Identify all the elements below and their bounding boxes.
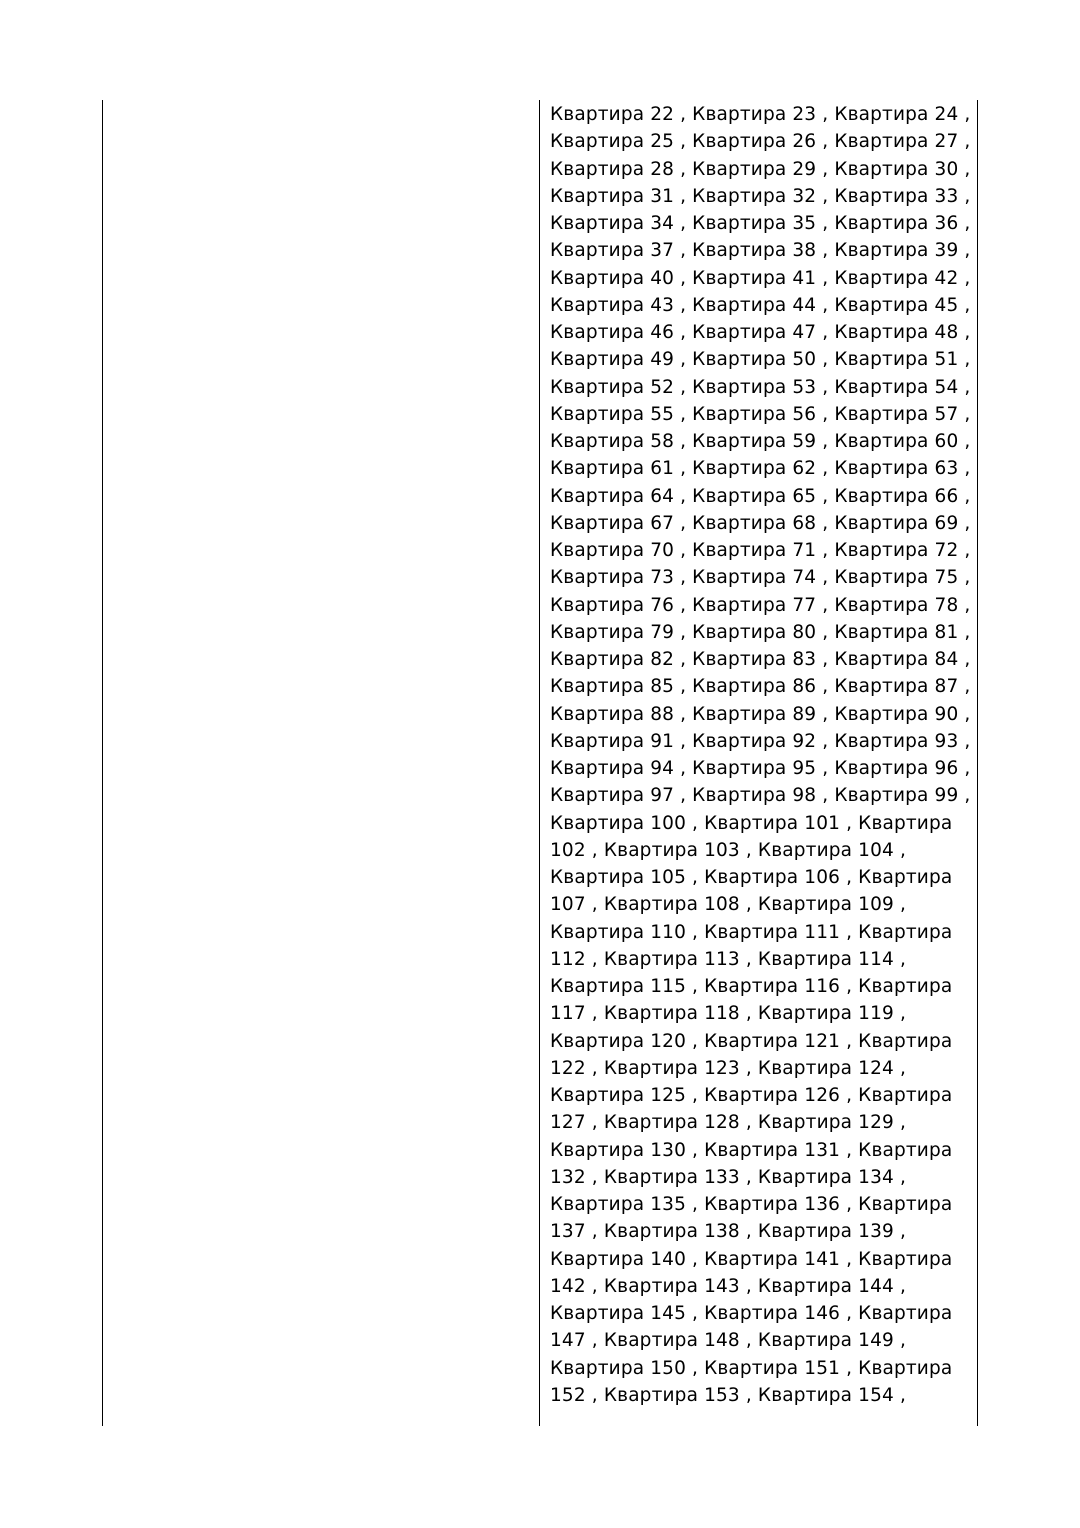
apartment-list-line: 137 , Квартира 138 , Квартира 139 ,: [550, 1221, 906, 1243]
apartment-list-line: Квартира 58 , Квартира 59 , Квартира 60 ,: [550, 431, 971, 452]
apartment-list-line: Квартира 37 , Квартира 38 , Квартира 39 ,: [550, 240, 971, 262]
apartment-list-line: Квартира 145 , Квартира 146 , Квартира: [550, 1303, 953, 1324]
apartment-list-line: Квартира 100 , Квартира 101 , Квартира: [550, 812, 953, 834]
apartment-list-line: Квартира 135 , Квартира 136 , Квартира: [550, 1194, 953, 1215]
apartment-list-line: Квартира 91 , Квартира 92 , Квартира 93 ,: [550, 730, 971, 752]
apartment-list-line: 152 , Квартира 153 , Квартира 154 ,: [550, 1384, 906, 1406]
apartment-list-line: Квартира 61 , Квартира 62 , Квартира 63 ,: [550, 458, 971, 480]
apartment-list-line: Квартира 88 , Квартира 89 , Квартира 90 ,: [550, 703, 971, 725]
apartment-list-line: Квартира 140 , Квартира 141 , Квартира: [550, 1248, 953, 1270]
apartment-list-line: Квартира 46 , Квартира 47 , Квартира 48 ,: [550, 322, 971, 343]
apartment-list-line: Квартира 64 , Квартира 65 , Квартира 66 ,: [550, 485, 971, 507]
apartment-list-line: 102 , Квартира 103 , Квартира 104 ,: [550, 839, 906, 861]
apartment-list-line: Квартира 110 , Квартира 111 , Квартира: [550, 921, 953, 943]
apartment-list-line: Квартира 120 , Квартира 121 , Квартира: [550, 1030, 953, 1052]
apartment-list-line: Квартира 70 , Квартира 71 , Квартира 72 ,: [550, 540, 971, 561]
apartment-list-line: Квартира 67 , Квартира 68 , Квартира 69 ,: [550, 512, 971, 534]
table-border-left: [102, 100, 103, 1426]
apartment-list-line: Квартира 150 , Квартира 151 , Квартира: [550, 1357, 953, 1379]
apartment-list-line: 147 , Квартира 148 , Квартира 149 ,: [550, 1330, 906, 1352]
apartment-list-line: Квартира 82 , Квартира 83 , Квартира 84 ,: [550, 649, 971, 670]
table-border-middle: [539, 100, 540, 1426]
apartment-list-line: 122 , Квартира 123 , Квартира 124 ,: [550, 1057, 906, 1079]
apartment-list-line: Квартира 105 , Квартира 106 , Квартира: [550, 867, 953, 888]
table-border-right: [977, 100, 978, 1426]
apartment-list-line: Квартира 28 , Квартира 29 , Квартира 30 ,: [550, 158, 971, 180]
apartment-list-line: Квартира 55 , Квартира 56 , Квартира 57 ,: [550, 403, 971, 425]
apartment-list-line: 107 , Квартира 108 , Квартира 109 ,: [550, 894, 906, 916]
apartment-list-line: 112 , Квартира 113 , Квартира 114 ,: [550, 948, 906, 970]
apartment-list-cell: [550, 101, 971, 1409]
apartment-list-line: Квартира 85 , Квартира 86 , Квартира 87 ,: [550, 676, 971, 698]
apartment-list-line: 142 , Квартира 143 , Квартира 144 ,: [550, 1275, 906, 1297]
apartment-list-line: 127 , Квартира 128 , Квартира 129 ,: [550, 1112, 906, 1134]
apartment-list-line: 132 , Квартира 133 , Квартира 134 ,: [550, 1166, 906, 1188]
apartment-list-line: Квартира 97 , Квартира 98 , Квартира 99 ,: [550, 785, 971, 807]
apartment-list-line: Квартира 76 , Квартира 77 , Квартира 78 ,: [550, 594, 971, 616]
apartment-list-line: Квартира 22 , Квартира 23 , Квартира 24 ,: [550, 104, 971, 125]
apartment-list-line: Квартира 25 , Квартира 26 , Квартира 27 ,: [550, 131, 971, 153]
apartment-list-line: Квартира 79 , Квартира 80 , Квартира 81 ,: [550, 621, 971, 643]
apartment-list-line: Квартира 40 , Квартира 41 , Квартира 42 ,: [550, 267, 971, 289]
apartment-list-line: Квартира 115 , Квартира 116 , Квартира: [550, 976, 953, 997]
apartment-list-line: Квартира 34 , Квартира 35 , Квартира 36 ,: [550, 213, 971, 234]
apartment-list-line: Квартира 52 , Квартира 53 , Квартира 54 ,: [550, 376, 971, 398]
apartment-list-line: Квартира 43 , Квартира 44 , Квартира 45 ,: [550, 294, 971, 316]
apartment-list-line: Квартира 73 , Квартира 74 , Квартира 75 ,: [550, 567, 971, 589]
apartment-list-line: Квартира 49 , Квартира 50 , Квартира 51 ,: [550, 349, 971, 371]
apartment-list-line: Квартира 130 , Квартира 131 , Квартира: [550, 1139, 953, 1161]
apartment-list-line: 117 , Квартира 118 , Квартира 119 ,: [550, 1003, 906, 1025]
apartment-list-line: Квартира 125 , Квартира 126 , Квартира: [550, 1085, 953, 1106]
apartment-list-line: Квартира 31 , Квартира 32 , Квартира 33 ,: [550, 185, 971, 207]
apartment-list-line: Квартира 94 , Квартира 95 , Квартира 96 ,: [550, 758, 971, 779]
